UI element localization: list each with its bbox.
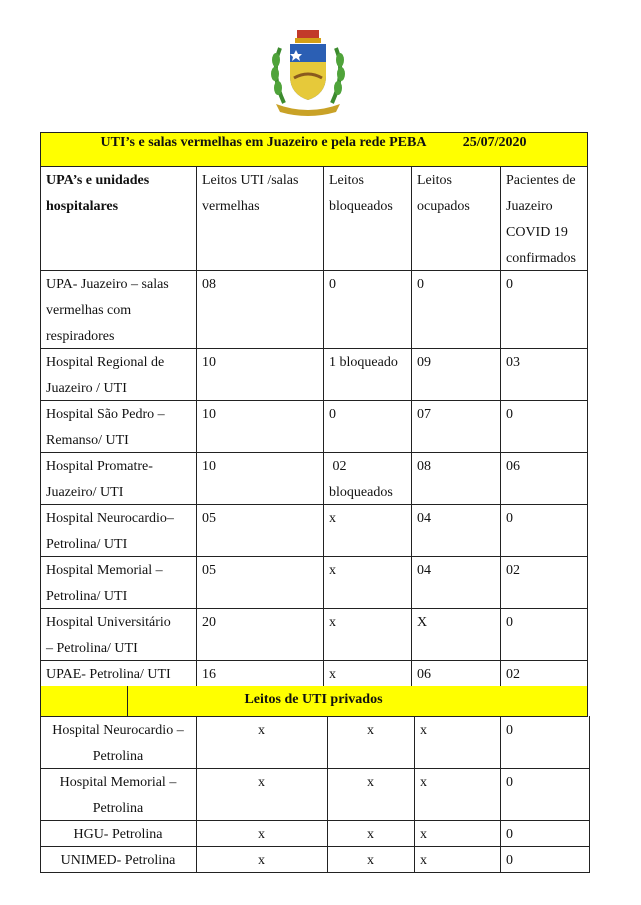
unit-name: Hospital Promatre- bbox=[46, 459, 153, 474]
private-leitos-value: x bbox=[258, 827, 265, 842]
row-divider bbox=[40, 872, 590, 873]
leitos-bloqueados-value: 1 bloqueado bbox=[329, 355, 398, 370]
unit-name: Juazeiro/ UTI bbox=[46, 485, 124, 500]
unit-name: Petrolina/ UTI bbox=[46, 589, 128, 604]
column-header: UPA’s e unidades bbox=[46, 173, 150, 188]
leitos-bloqueados-value: x bbox=[329, 615, 336, 630]
leitos-uti-value: 05 bbox=[202, 511, 216, 526]
report-date: 25/07/2020 bbox=[462, 135, 527, 150]
private-bloqueados-value: x bbox=[367, 827, 374, 842]
row-divider bbox=[40, 846, 590, 847]
unit-name: Hospital Neurocardio– bbox=[46, 511, 174, 526]
private-ocupados-value: x bbox=[420, 723, 427, 738]
row-divider bbox=[40, 166, 588, 167]
column-header: ocupados bbox=[417, 199, 470, 214]
leitos-bloqueados-value: x bbox=[329, 563, 336, 578]
private-leitos-value: x bbox=[258, 723, 265, 738]
column-divider bbox=[40, 716, 41, 872]
row-divider bbox=[40, 820, 590, 821]
private-pacientes-value: 0 bbox=[506, 853, 513, 868]
private-bloqueados-value: x bbox=[367, 775, 374, 790]
municipal-coat-of-arms-logo bbox=[262, 18, 354, 118]
pacientes-covid-value: 03 bbox=[506, 355, 520, 370]
row-divider bbox=[40, 270, 588, 271]
column-header: Leitos bbox=[329, 173, 364, 188]
column-divider bbox=[40, 132, 41, 166]
column-header: confirmados bbox=[506, 251, 576, 266]
leitos-uti-value: 05 bbox=[202, 563, 216, 578]
unit-name: vermelhas com bbox=[46, 303, 132, 318]
leitos-uti-value: 10 bbox=[202, 459, 216, 474]
column-header: Leitos UTI /salas bbox=[202, 173, 299, 188]
private-pacientes-value: 0 bbox=[506, 723, 513, 738]
column-divider bbox=[327, 716, 328, 872]
leitos-bloqueados-value: x bbox=[329, 511, 336, 526]
column-header: Pacientes de bbox=[506, 173, 576, 188]
pacientes-covid-value: 0 bbox=[506, 277, 513, 292]
unit-name: – Petrolina/ UTI bbox=[46, 641, 138, 656]
leitos-uti-value: 10 bbox=[202, 407, 216, 422]
private-leitos-value: x bbox=[258, 775, 265, 790]
unit-name: UPAE- Petrolina/ UTI bbox=[46, 667, 171, 682]
unit-name: Remanso/ UTI bbox=[46, 433, 129, 448]
leitos-ocupados-value: 07 bbox=[417, 407, 431, 422]
private-ocupados-value: x bbox=[420, 827, 427, 842]
coat-of-arms-icon bbox=[262, 18, 354, 118]
unit-name: Petrolina/ UTI bbox=[46, 537, 128, 552]
column-divider bbox=[500, 716, 501, 872]
private-unit-name: Petrolina bbox=[92, 801, 144, 816]
private-section-title: Leitos de UTI privados bbox=[244, 692, 383, 707]
private-unit-name: Hospital Neurocardio – bbox=[52, 723, 184, 738]
unit-name: Hospital São Pedro – bbox=[46, 407, 165, 422]
private-bloqueados-value: x bbox=[367, 853, 374, 868]
leitos-ocupados-value: 08 bbox=[417, 459, 431, 474]
column-divider bbox=[323, 166, 324, 686]
private-bloqueados-value: x bbox=[367, 723, 374, 738]
private-leitos-value: x bbox=[258, 853, 265, 868]
column-header: Juazeiro bbox=[506, 199, 553, 214]
leitos-uti-value: 08 bbox=[202, 277, 216, 292]
leitos-ocupados-value: 04 bbox=[417, 511, 431, 526]
private-unit-name: UNIMED- Petrolina bbox=[60, 853, 176, 868]
unit-name: Hospital Universitário bbox=[46, 615, 171, 630]
row-divider bbox=[40, 716, 588, 717]
leitos-bloqueados-value: bloqueados bbox=[329, 485, 393, 500]
leitos-ocupados-value: 04 bbox=[417, 563, 431, 578]
column-header: vermelhas bbox=[202, 199, 260, 214]
column-divider bbox=[40, 166, 41, 686]
unit-name: Juazeiro / UTI bbox=[46, 381, 127, 396]
leitos-uti-value: 16 bbox=[202, 667, 216, 682]
pacientes-covid-value: 0 bbox=[506, 615, 513, 630]
unit-name: Hospital Regional de bbox=[46, 355, 165, 370]
leitos-bloqueados-value: x bbox=[329, 667, 336, 682]
pacientes-covid-value: 0 bbox=[506, 511, 513, 526]
column-header: bloqueados bbox=[329, 199, 393, 214]
column-divider bbox=[500, 166, 501, 686]
pacientes-covid-value: 02 bbox=[506, 563, 520, 578]
leitos-bloqueados-value: 0 bbox=[329, 277, 336, 292]
pacientes-covid-value: 02 bbox=[506, 667, 520, 682]
leitos-bloqueados-value: 0 bbox=[329, 407, 336, 422]
table-title-row bbox=[40, 133, 587, 153]
leitos-bloqueados-value: 02 bbox=[329, 459, 347, 474]
row-divider bbox=[40, 768, 590, 769]
column-header: hospitalares bbox=[46, 199, 119, 214]
leitos-ocupados-value: 09 bbox=[417, 355, 431, 370]
unit-name: respiradores bbox=[46, 329, 115, 344]
column-divider bbox=[196, 166, 197, 686]
pacientes-covid-value: 06 bbox=[506, 459, 520, 474]
column-divider bbox=[196, 716, 197, 872]
column-divider bbox=[589, 716, 590, 872]
pacientes-covid-value: 0 bbox=[506, 407, 513, 422]
column-divider bbox=[414, 716, 415, 872]
private-unit-name: HGU- Petrolina bbox=[73, 827, 163, 842]
column-divider bbox=[411, 166, 412, 686]
leitos-ocupados-value: 0 bbox=[417, 277, 424, 292]
unit-name: UPA- Juazeiro – salas bbox=[46, 277, 169, 292]
private-ocupados-value: x bbox=[420, 775, 427, 790]
column-header: COVID 19 bbox=[506, 225, 568, 240]
private-unit-name: Hospital Memorial – bbox=[59, 775, 177, 790]
column-divider bbox=[587, 166, 588, 686]
column-divider bbox=[587, 132, 588, 166]
private-unit-name: Petrolina bbox=[92, 749, 144, 764]
leitos-uti-value: 20 bbox=[202, 615, 216, 630]
leitos-ocupados-value: 06 bbox=[417, 667, 431, 682]
leitos-uti-value: 10 bbox=[202, 355, 216, 370]
private-ocupados-value: x bbox=[420, 853, 427, 868]
leitos-ocupados-value: X bbox=[417, 615, 428, 630]
private-pacientes-value: 0 bbox=[506, 775, 513, 790]
private-pacientes-value: 0 bbox=[506, 827, 513, 842]
table-title: UTI’s e salas vermelhas em Juazeiro e pela rede PEBA bbox=[100, 135, 426, 150]
row-divider bbox=[40, 132, 588, 133]
column-divider bbox=[587, 686, 588, 716]
column-header: Leitos bbox=[417, 173, 452, 188]
unit-name: Hospital Memorial – bbox=[46, 563, 163, 578]
